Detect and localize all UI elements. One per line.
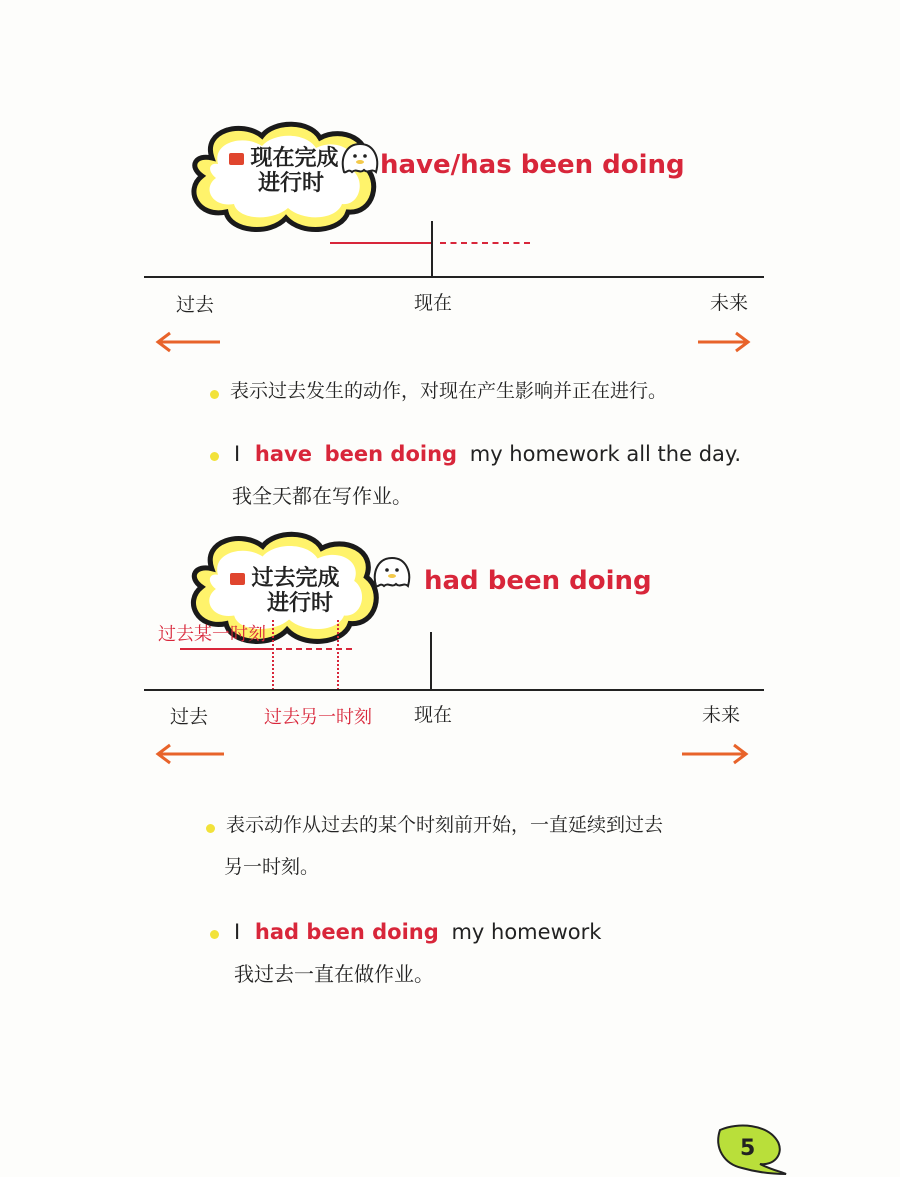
tense-description-line2: 另一时刻。 xyxy=(224,856,320,878)
example-translation: 我全天都在写作业。 xyxy=(232,484,412,508)
bullet-dot xyxy=(206,824,215,833)
duration-solid-line xyxy=(180,648,272,650)
tense-label-line1: 现在完成 xyxy=(250,146,339,171)
duration-dashed-line xyxy=(276,648,352,650)
example-subject: I xyxy=(234,442,241,466)
ghost-icon xyxy=(338,138,382,178)
now-marker xyxy=(431,221,433,277)
axis-label-now: 现在 xyxy=(414,292,453,314)
axis-label-future: 未来 xyxy=(710,292,749,314)
tense-label-line1: 过去完成 xyxy=(251,566,340,591)
axis-label-now: 现在 xyxy=(414,704,453,726)
page-number: 5 xyxy=(740,1136,756,1161)
tense-description: 表示过去发生的动作，对现在产生影响并正在进行。 xyxy=(230,380,668,402)
example-rest: my homework xyxy=(451,920,602,944)
example-sentence xyxy=(234,438,741,472)
duration-solid-line xyxy=(330,242,432,244)
example-verb-been-doing: been doing xyxy=(324,442,458,466)
axis-label-future: 未来 xyxy=(702,704,741,726)
example-rest: my homework all the day. xyxy=(469,442,741,466)
ghost-icon xyxy=(370,552,414,592)
another-past-moment-marker xyxy=(337,620,339,690)
tense-formula: had been doing xyxy=(424,566,652,596)
tense-formula: have/has been doing xyxy=(380,150,685,180)
bullet-dot xyxy=(210,452,219,461)
example-subject: I xyxy=(234,920,241,944)
timeline-axis xyxy=(144,689,764,691)
label-past-moment: 过去某一时刻 xyxy=(158,624,266,645)
example-translation: 我过去一直在做作业。 xyxy=(234,962,434,986)
past-moment-marker xyxy=(272,620,274,690)
arrow-left-icon xyxy=(154,742,228,766)
example-verb-have: have xyxy=(254,442,312,466)
red-square-icon xyxy=(229,153,244,165)
example-sentence xyxy=(234,916,601,950)
arrow-right-icon xyxy=(696,330,752,354)
label-another-past-moment: 过去另一时刻 xyxy=(264,707,372,728)
tense-description-line1: 表示动作从过去的某个时刻前开始，一直延续到过去 xyxy=(226,814,664,836)
tense-label-line2: 进行时 xyxy=(257,171,324,197)
axis-label-past: 过去 xyxy=(176,294,215,316)
duration-dashed-line xyxy=(440,242,530,244)
tense-label-line2: 进行时 xyxy=(266,591,333,617)
timeline-axis xyxy=(144,276,764,278)
arrow-left-icon xyxy=(154,330,224,354)
example-verb: had been doing xyxy=(254,920,439,944)
bullet-dot xyxy=(210,390,219,399)
red-square-icon xyxy=(230,573,245,585)
axis-label-past: 过去 xyxy=(170,706,209,728)
bullet-dot xyxy=(210,930,219,939)
arrow-right-icon xyxy=(680,742,750,766)
now-marker xyxy=(430,632,432,690)
